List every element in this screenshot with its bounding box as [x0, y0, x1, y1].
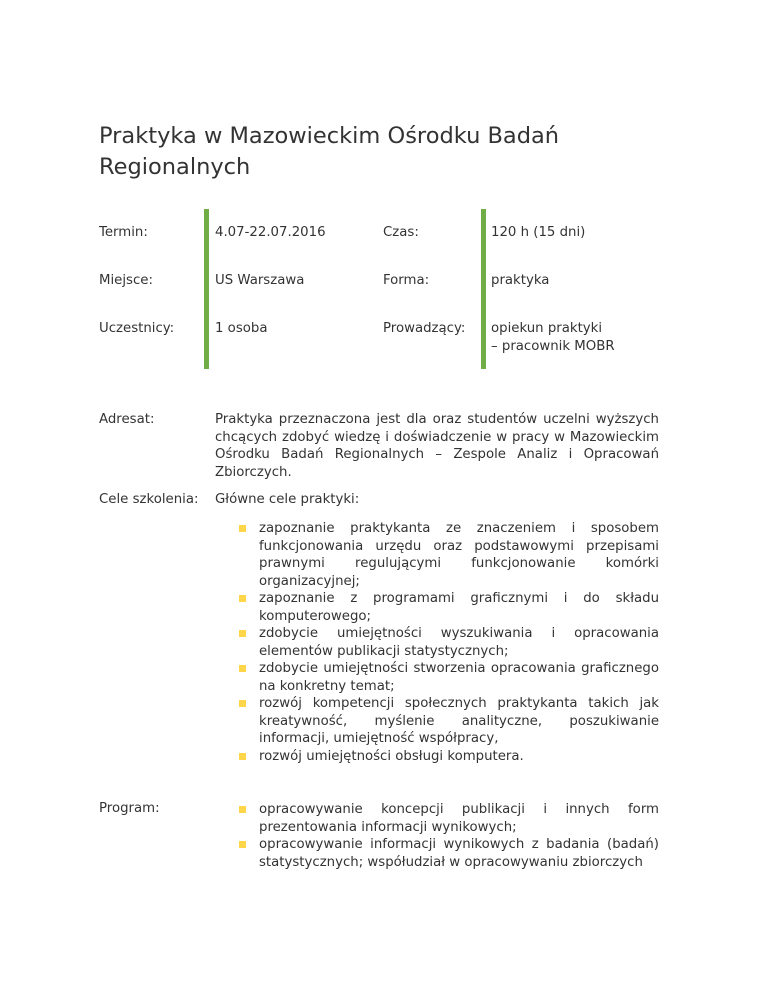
miejsce-value: US Warszawa	[215, 273, 305, 288]
miejsce-label: Miejsce:	[99, 273, 153, 288]
bullet-square-icon	[239, 700, 246, 707]
column-divider-left	[204, 209, 209, 369]
czas-label: Czas:	[383, 225, 419, 240]
adresat-label: Adresat:	[99, 412, 155, 427]
list-item: opracowywanie informacji wynikowych z badania (badań) statystycznych; współudział w opracowywaniu zbiorczych	[238, 836, 659, 871]
program-list	[238, 801, 659, 871]
list-item: zdobycie umiejętności wyszukiwania i opracowania elementów publikacji statystycznych;	[238, 625, 659, 660]
bullet-square-icon	[239, 841, 246, 848]
bullet-square-icon	[239, 753, 246, 760]
termin-value: 4.07-22.07.2016	[215, 225, 326, 240]
list-item: rozwój kompetencji społecznych praktykanta takich jak kreatywność, myślenie analityczne, poszukiwanie informacji, umiejętność współpracy,	[238, 695, 659, 748]
list-item: zdobycie umiejętności stworzenia opracowania graficznego na konkretny temat;	[238, 660, 659, 695]
prowadzacy-value-line-2: – pracownik MOBR	[491, 339, 615, 354]
page-title: Praktyka w Mazowieckim Ośrodku Badań Regionalnych	[99, 123, 560, 180]
czas-value: 120 h (15 dni)	[491, 225, 586, 240]
bullet-square-icon	[239, 806, 246, 813]
forma-label: Forma:	[383, 273, 430, 288]
bullet-square-icon	[239, 630, 246, 637]
termin-label: Termin:	[99, 225, 148, 240]
bullet-square-icon	[239, 595, 246, 602]
list-item: rozwój umiejętności obsługi komputera.	[238, 748, 659, 766]
list-item: zapoznanie z programami graficznymi i do składu komputerowego;	[238, 590, 659, 625]
list-item: opracowywanie koncepcji publikacji i innych form prezentowania informacji wynikowych;	[238, 801, 659, 836]
prowadzacy-label: Prowadzący:	[383, 321, 466, 336]
program-label: Program:	[99, 801, 160, 816]
forma-value: praktyka	[491, 273, 550, 288]
cele-list	[238, 520, 659, 765]
prowadzacy-value-line-1: opiekun praktyki	[491, 321, 603, 336]
cele-label: Cele szkolenia:	[99, 492, 199, 507]
bullet-square-icon	[239, 525, 246, 532]
cele-intro: Główne cele praktyki:	[215, 492, 360, 507]
bullet-square-icon	[239, 665, 246, 672]
uczestnicy-value: 1 osoba	[215, 321, 268, 336]
column-divider-right	[481, 209, 486, 369]
adresat-text: Praktyka przeznaczona jest dla oraz studentów uczelni wyższych chcących zdobyć wiedzę i doświadczenie w pracy w Mazowieckim Ośrodku Badań Regionalnych – Zespole Analiz i Opracowań Zbiorczych.	[215, 412, 659, 480]
uczestnicy-label: Uczestnicy:	[99, 321, 175, 336]
list-item: zapoznanie praktykanta ze znaczeniem i sposobem funkcjonowania urzędu oraz podstawowymi przepisami prawnymi regulującymi funkcjonowanie komórki organizacyjnej;	[238, 520, 659, 590]
